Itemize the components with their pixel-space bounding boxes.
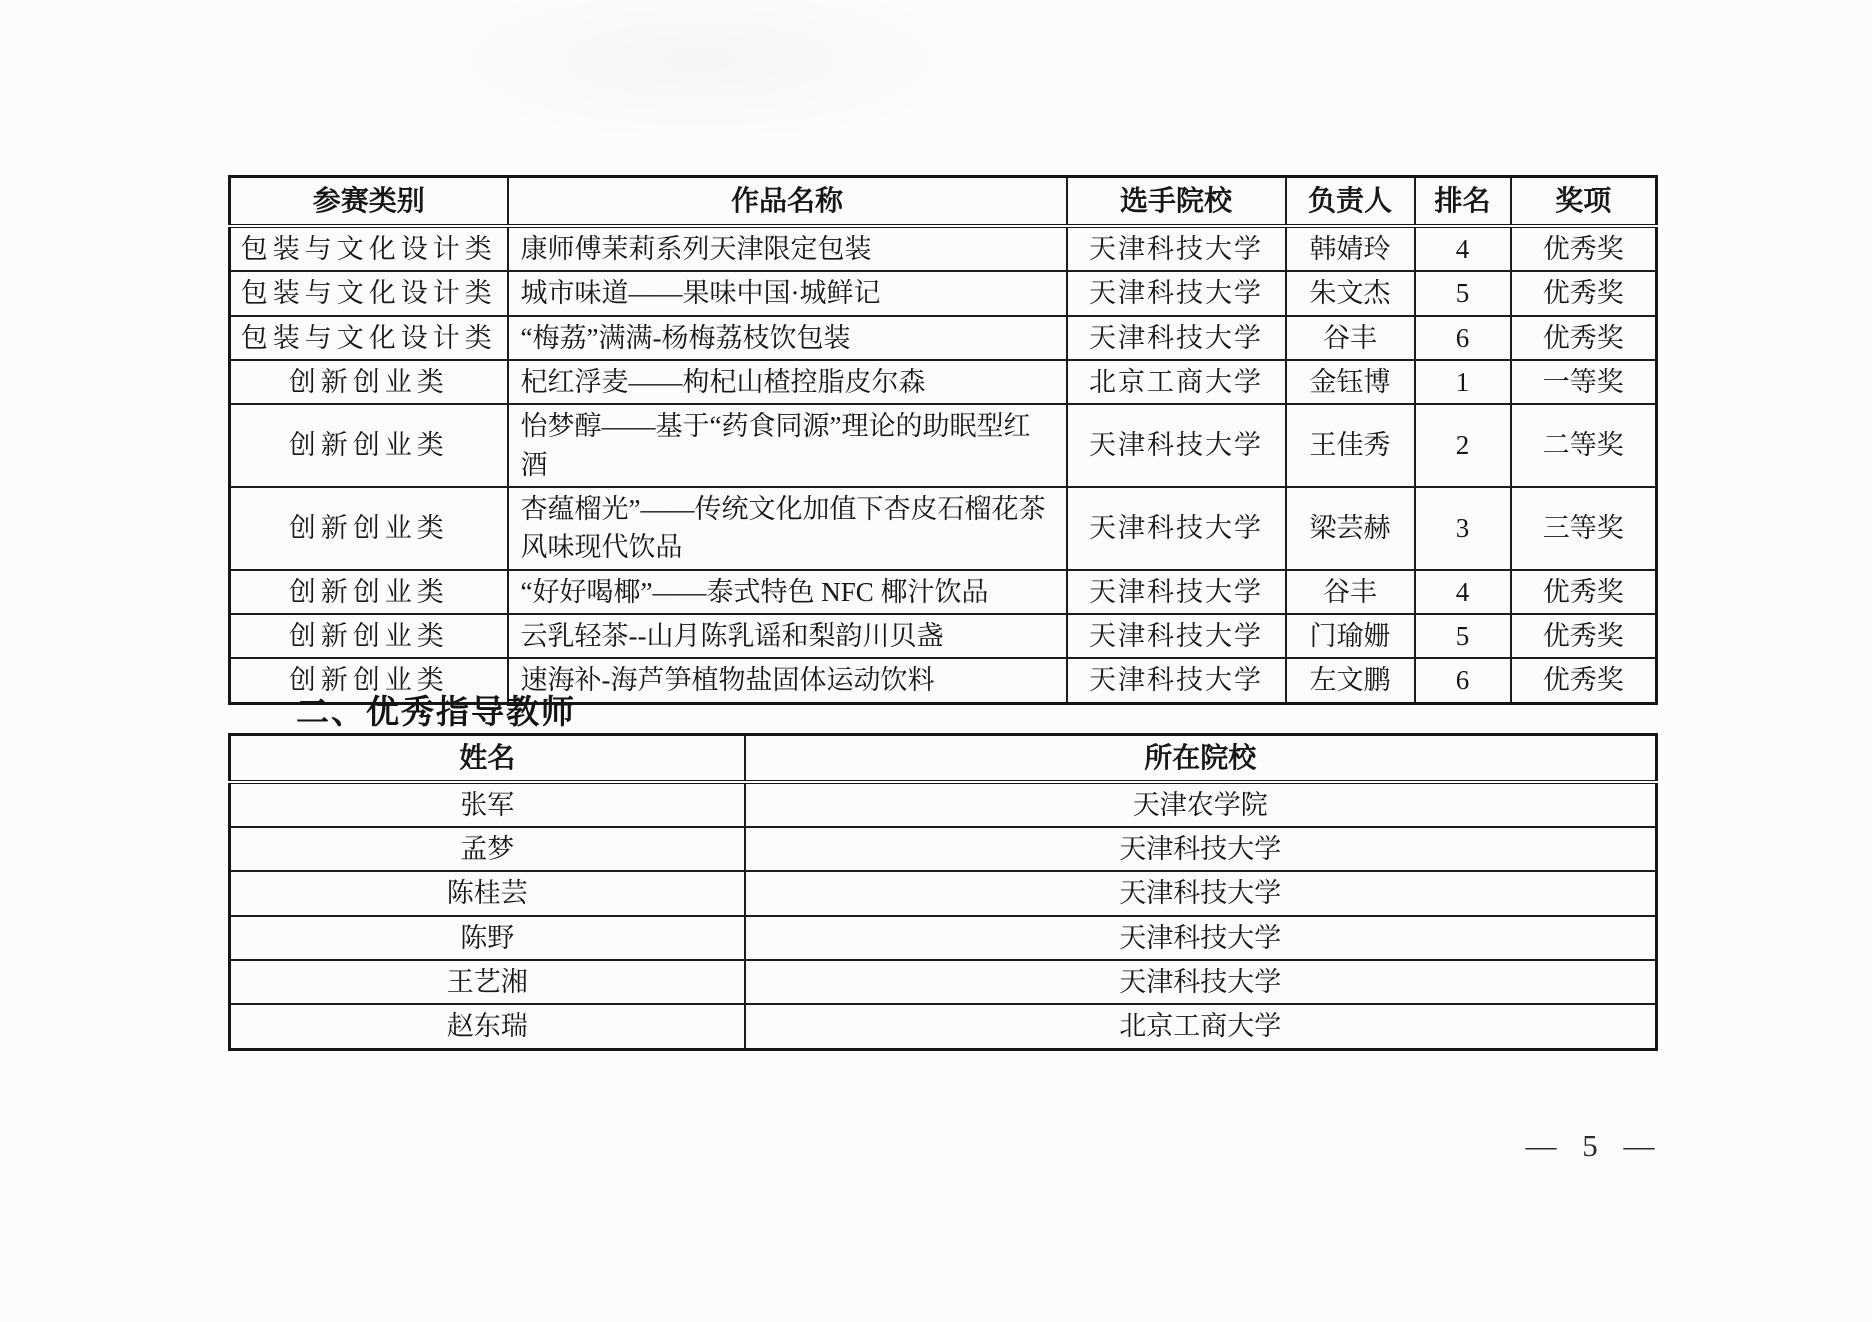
cell-teacher-school: 天津科技大学 (745, 871, 1657, 915)
cell-teacher-name: 赵东瑞 (230, 1004, 745, 1049)
cell-rank: 6 (1415, 658, 1511, 703)
cell-teacher-name: 陈桂芸 (230, 871, 745, 915)
cell-award: 优秀奖 (1511, 226, 1657, 271)
cell-award: 三等奖 (1511, 487, 1657, 570)
cell-award: 优秀奖 (1511, 271, 1657, 315)
table-row (230, 316, 1657, 360)
column-header-work: 作品名称 (508, 177, 1067, 227)
cell-award: 优秀奖 (1511, 316, 1657, 360)
cell-teacher-school: 北京工商大学 (745, 1004, 1657, 1049)
cell-work: 云乳轻茶--山月陈乳谣和梨韵川贝盏 (508, 614, 1067, 658)
cell-work: 杏蕴榴光”——传统文化加值下杏皮石榴花茶风味现代饮品 (508, 487, 1067, 570)
cell-leader: 谷丰 (1286, 316, 1415, 360)
cell-rank: 4 (1415, 570, 1511, 614)
cell-teacher-school: 天津科技大学 (745, 916, 1657, 960)
column-header-name: 姓名 (230, 735, 745, 782)
table-row (230, 871, 1657, 915)
cell-category: 包装与文化设计类 (230, 226, 508, 271)
awards-table (228, 175, 1658, 705)
table-row (230, 271, 1657, 315)
cell-rank: 1 (1415, 360, 1511, 404)
cell-teacher-school: 天津科技大学 (745, 960, 1657, 1004)
cell-leader: 金钰博 (1286, 360, 1415, 404)
column-header-category: 参赛类别 (230, 177, 508, 227)
cell-award: 优秀奖 (1511, 658, 1657, 703)
cell-category: 创新创业类 (230, 658, 508, 703)
page-number: — 5 — (1525, 1128, 1655, 1163)
cell-category: 创新创业类 (230, 404, 508, 487)
table-row (230, 827, 1657, 871)
cell-school: 天津科技大学 (1067, 614, 1286, 658)
cell-category: 创新创业类 (230, 487, 508, 570)
cell-work: 杞红浮麦——枸杞山楂控脂皮尔森 (508, 360, 1067, 404)
cell-rank: 3 (1415, 487, 1511, 570)
cell-rank: 5 (1415, 271, 1511, 315)
cell-school: 天津科技大学 (1067, 404, 1286, 487)
awards-header-row (230, 177, 1657, 227)
table-row (230, 960, 1657, 1004)
cell-rank: 2 (1415, 404, 1511, 487)
teachers-table-body (230, 782, 1657, 1049)
table-row (230, 360, 1657, 404)
cell-award: 二等奖 (1511, 404, 1657, 487)
cell-award: 一等奖 (1511, 360, 1657, 404)
cell-work: 怡梦醇——基于“药食同源”理论的助眠型红酒 (508, 404, 1067, 487)
cell-category: 创新创业类 (230, 570, 508, 614)
table-row (230, 226, 1657, 271)
section-heading-teachers: 二、优秀指导教师 (296, 693, 576, 730)
cell-work: 速海补-海芦笋植物盐固体运动饮料 (508, 658, 1067, 703)
cell-school: 天津科技大学 (1067, 316, 1286, 360)
cell-category: 包装与文化设计类 (230, 316, 508, 360)
cell-teacher-name: 王艺湘 (230, 960, 745, 1004)
cell-school: 天津科技大学 (1067, 570, 1286, 614)
cell-leader: 韩婧玲 (1286, 226, 1415, 271)
table-row (230, 404, 1657, 487)
cell-category: 包装与文化设计类 (230, 271, 508, 315)
cell-school: 天津科技大学 (1067, 226, 1286, 271)
cell-leader: 谷丰 (1286, 570, 1415, 614)
cell-school: 天津科技大学 (1067, 487, 1286, 570)
teachers-table (228, 733, 1658, 1051)
cell-teacher-name: 陈野 (230, 916, 745, 960)
teachers-table-section (228, 733, 1655, 1051)
cell-leader: 朱文杰 (1286, 271, 1415, 315)
table-row (230, 487, 1657, 570)
table-row (230, 614, 1657, 658)
cell-teacher-school: 天津科技大学 (745, 827, 1657, 871)
cell-work: “好好喝椰”——泰式特色 NFC 椰汁饮品 (508, 570, 1067, 614)
table-row (230, 782, 1657, 827)
table-row (230, 1004, 1657, 1049)
cell-category: 创新创业类 (230, 360, 508, 404)
cell-work: 康师傅茉莉系列天津限定包装 (508, 226, 1067, 271)
cell-leader: 梁芸赫 (1286, 487, 1415, 570)
column-header-leader: 负责人 (1286, 177, 1415, 227)
cell-school: 北京工商大学 (1067, 360, 1286, 404)
cell-rank: 5 (1415, 614, 1511, 658)
column-header-school: 选手院校 (1067, 177, 1286, 227)
cell-leader: 左文鹏 (1286, 658, 1415, 703)
cell-award: 优秀奖 (1511, 570, 1657, 614)
cell-rank: 6 (1415, 316, 1511, 360)
cell-teacher-name: 孟梦 (230, 827, 745, 871)
cell-award: 优秀奖 (1511, 614, 1657, 658)
cell-school: 天津科技大学 (1067, 658, 1286, 703)
awards-table-body (230, 226, 1657, 703)
cell-school: 天津科技大学 (1067, 271, 1286, 315)
column-header-award: 奖项 (1511, 177, 1657, 227)
column-header-rank: 排名 (1415, 177, 1511, 227)
cell-category: 创新创业类 (230, 614, 508, 658)
table-row (230, 570, 1657, 614)
column-header-teacher-school: 所在院校 (745, 735, 1657, 782)
table-row (230, 916, 1657, 960)
cell-teacher-school: 天津农学院 (745, 782, 1657, 827)
teachers-header-row (230, 735, 1657, 782)
awards-table-section (228, 175, 1655, 705)
cell-work: “梅荔”满满-杨梅荔枝饮包装 (508, 316, 1067, 360)
cell-rank: 4 (1415, 226, 1511, 271)
cell-leader: 门瑜姗 (1286, 614, 1415, 658)
cell-teacher-name: 张军 (230, 782, 745, 827)
cell-leader: 王佳秀 (1286, 404, 1415, 487)
cell-work: 城市味道——果味中国·城鲜记 (508, 271, 1067, 315)
